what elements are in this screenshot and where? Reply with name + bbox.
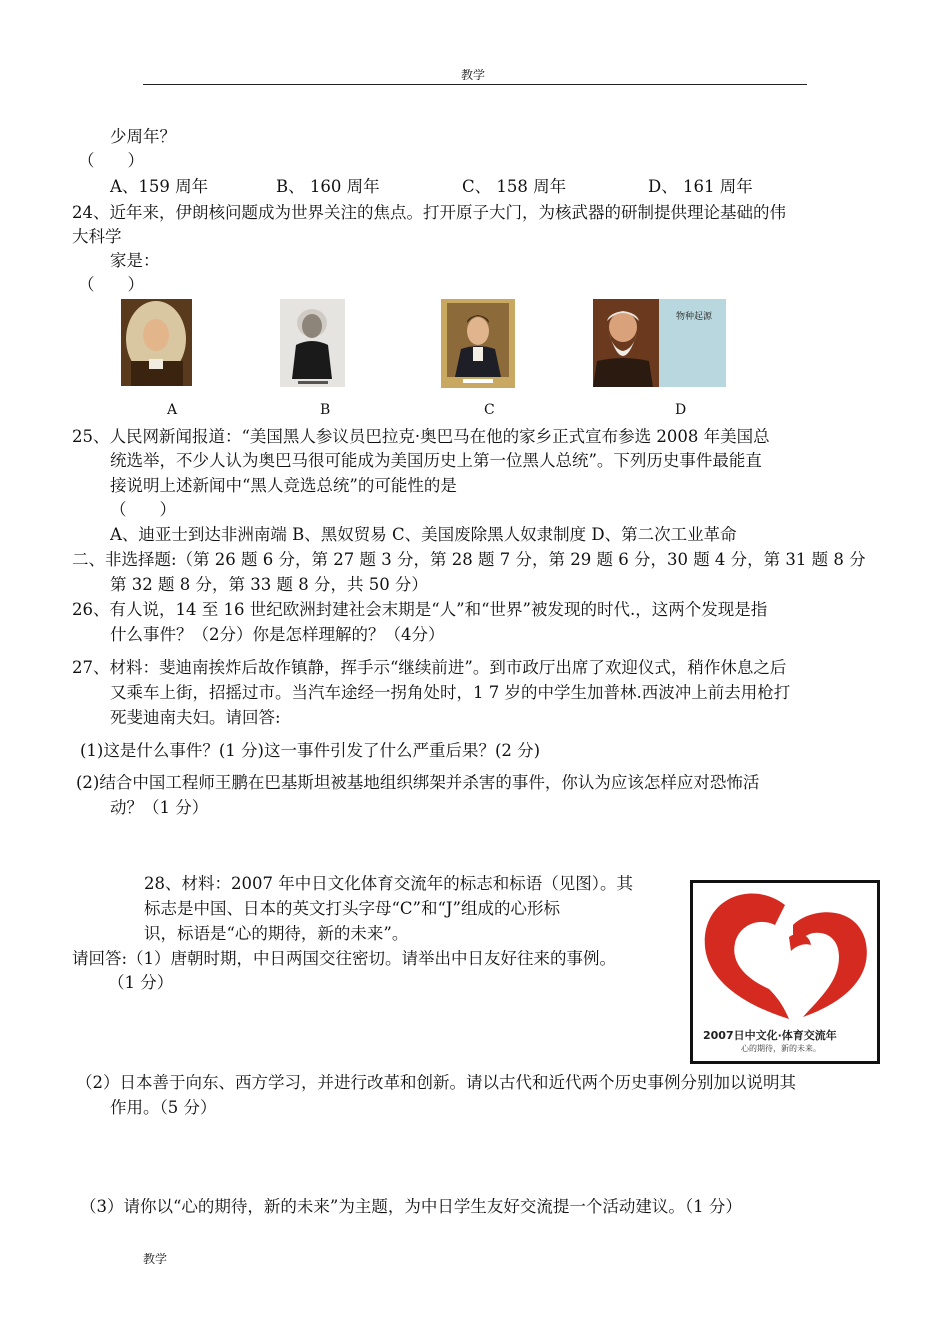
section2-heading-line2: 第 32 题 8 分，第 33 题 8 分，共 50 分）	[110, 575, 428, 594]
portrait-newton-image	[121, 299, 192, 386]
portrait-einstein-image	[280, 299, 345, 387]
q25-stem-line3: 接说明上述新闻中“黑人竞选总统”的可能性的是	[110, 476, 457, 495]
q25-stem-line2: 统选举，不少人认为奥巴马很可能成为美国历史上第一位黑人总统”。下列历史事件最能直	[110, 451, 762, 470]
portrait-faraday-image	[441, 299, 515, 388]
q28-material-line3: 识，标语是“心的期待，新的未来”。	[144, 924, 409, 943]
q23-continuation: 少周年？	[110, 127, 176, 146]
q27-material-line1: 27、材料：斐迪南挨炸后故作镇静，挥手示“继续前进”。到市政厅出席了欢迎仪式，稍作休息之后	[72, 658, 787, 677]
logo-slogan: 心的期待，新的未来。	[741, 1044, 821, 1053]
q24-stem-line3: 家是：	[110, 251, 160, 270]
q27-material-line3: 死斐迪南夫妇。请回答:	[110, 708, 281, 727]
q24-label-c: C	[484, 402, 495, 418]
portrait-darwin-image	[593, 299, 726, 387]
exchange-year-logo	[690, 880, 880, 1064]
q27-sub2-line1: (2)结合中国工程师王鹏在巴基斯坦被基地组织绑架并杀害的事件，你认为应该怎样应对恐怖活	[76, 773, 760, 792]
q25-answer-paren: （ ）	[110, 500, 176, 519]
q24-stem-line1: 24、近年来，伊朗核问题成为世界关注的焦点。打开原子大门，为核武器的研制提供理论基础的伟	[72, 203, 786, 222]
q23-option-d: D、 161 周年	[648, 177, 753, 196]
footer-text: 教学	[143, 1252, 168, 1266]
q28-sub3: （3）请你以“心的期待，新的未来”为主题，为中日学生友好交流提一个活动建议。（1 分）	[80, 1197, 742, 1216]
q27-sub2-line2: 动？（1 分）	[110, 798, 209, 817]
q24-label-d: D	[675, 402, 687, 418]
q24-stem-line2: 大科学	[72, 227, 122, 246]
section2-heading-line1: 二、非选择题:（第 26 题 6 分，第 27 题 3 分，第 28 题 7 分，第 29 题 6 分，30 题 4 分，第 31 题 8 分	[72, 550, 866, 569]
header-rule	[143, 84, 807, 85]
q26-stem-line1: 26、有人说，14 至 16 世纪欧洲封建社会末期是“人”和“世界”被发现的时代.，这两个发现是指	[72, 600, 768, 619]
q25-options: A、迪亚士到达非洲南端 B、黑奴贸易 C、美国废除黑人奴隶制度 D、第二次工业革命	[110, 525, 737, 544]
q27-sub1: (1)这是什么事件？(1 分)这一事件引发了什么严重后果？(2 分)	[80, 741, 541, 760]
darwin-book-title: 物种起源	[676, 312, 713, 322]
q24-label-a: A	[167, 402, 178, 418]
q28-sub1-line1: 请回答:（1）唐朝时期，中日两国交往密切。请举出中日友好往来的事例。	[72, 949, 617, 968]
q28-material-line1: 28、材料：2007 年中日文化体育交流年的标志和标语（见图）。其	[144, 874, 633, 893]
q23-option-c: C、 158 周年	[462, 177, 567, 196]
logo-title: 2007日中文化·体育交流年	[703, 1029, 837, 1042]
q25-stem-line1: 25、人民网新闻报道：“美国黑人参议员巴拉克·奥巴马在他的家乡正式宣布参选 2008 年美国总	[72, 427, 770, 446]
q23-answer-paren: （ ）	[78, 151, 144, 170]
q26-stem-line2: 什么事件？（2分）你是怎样理解的？（4分）	[110, 625, 445, 644]
q23-option-a: A、159 周年	[110, 177, 209, 196]
q28-sub2-line2: 作用。（5 分）	[110, 1098, 217, 1117]
q28-sub2-line1: （2）日本善于向东、西方学习，并进行改革和创新。请以古代和近代两个历史事例分别加以说明其	[76, 1073, 796, 1092]
q24-label-b: B	[320, 402, 331, 418]
q24-answer-paren: （ ）	[78, 275, 144, 294]
q28-material-line2: 标志是中国、日本的英文打头字母“C”和“J”组成的心形标	[144, 899, 560, 918]
q28-sub1-line2: （1 分）	[108, 973, 174, 992]
header-title: 教学	[461, 68, 486, 82]
q27-material-line2: 又乘车上街，招摇过市。当汽车途经一拐角处时，1 7 岁的中学生加普林.西波冲上前去用枪打	[110, 683, 791, 702]
q23-option-b: B、 160 周年	[276, 177, 380, 196]
